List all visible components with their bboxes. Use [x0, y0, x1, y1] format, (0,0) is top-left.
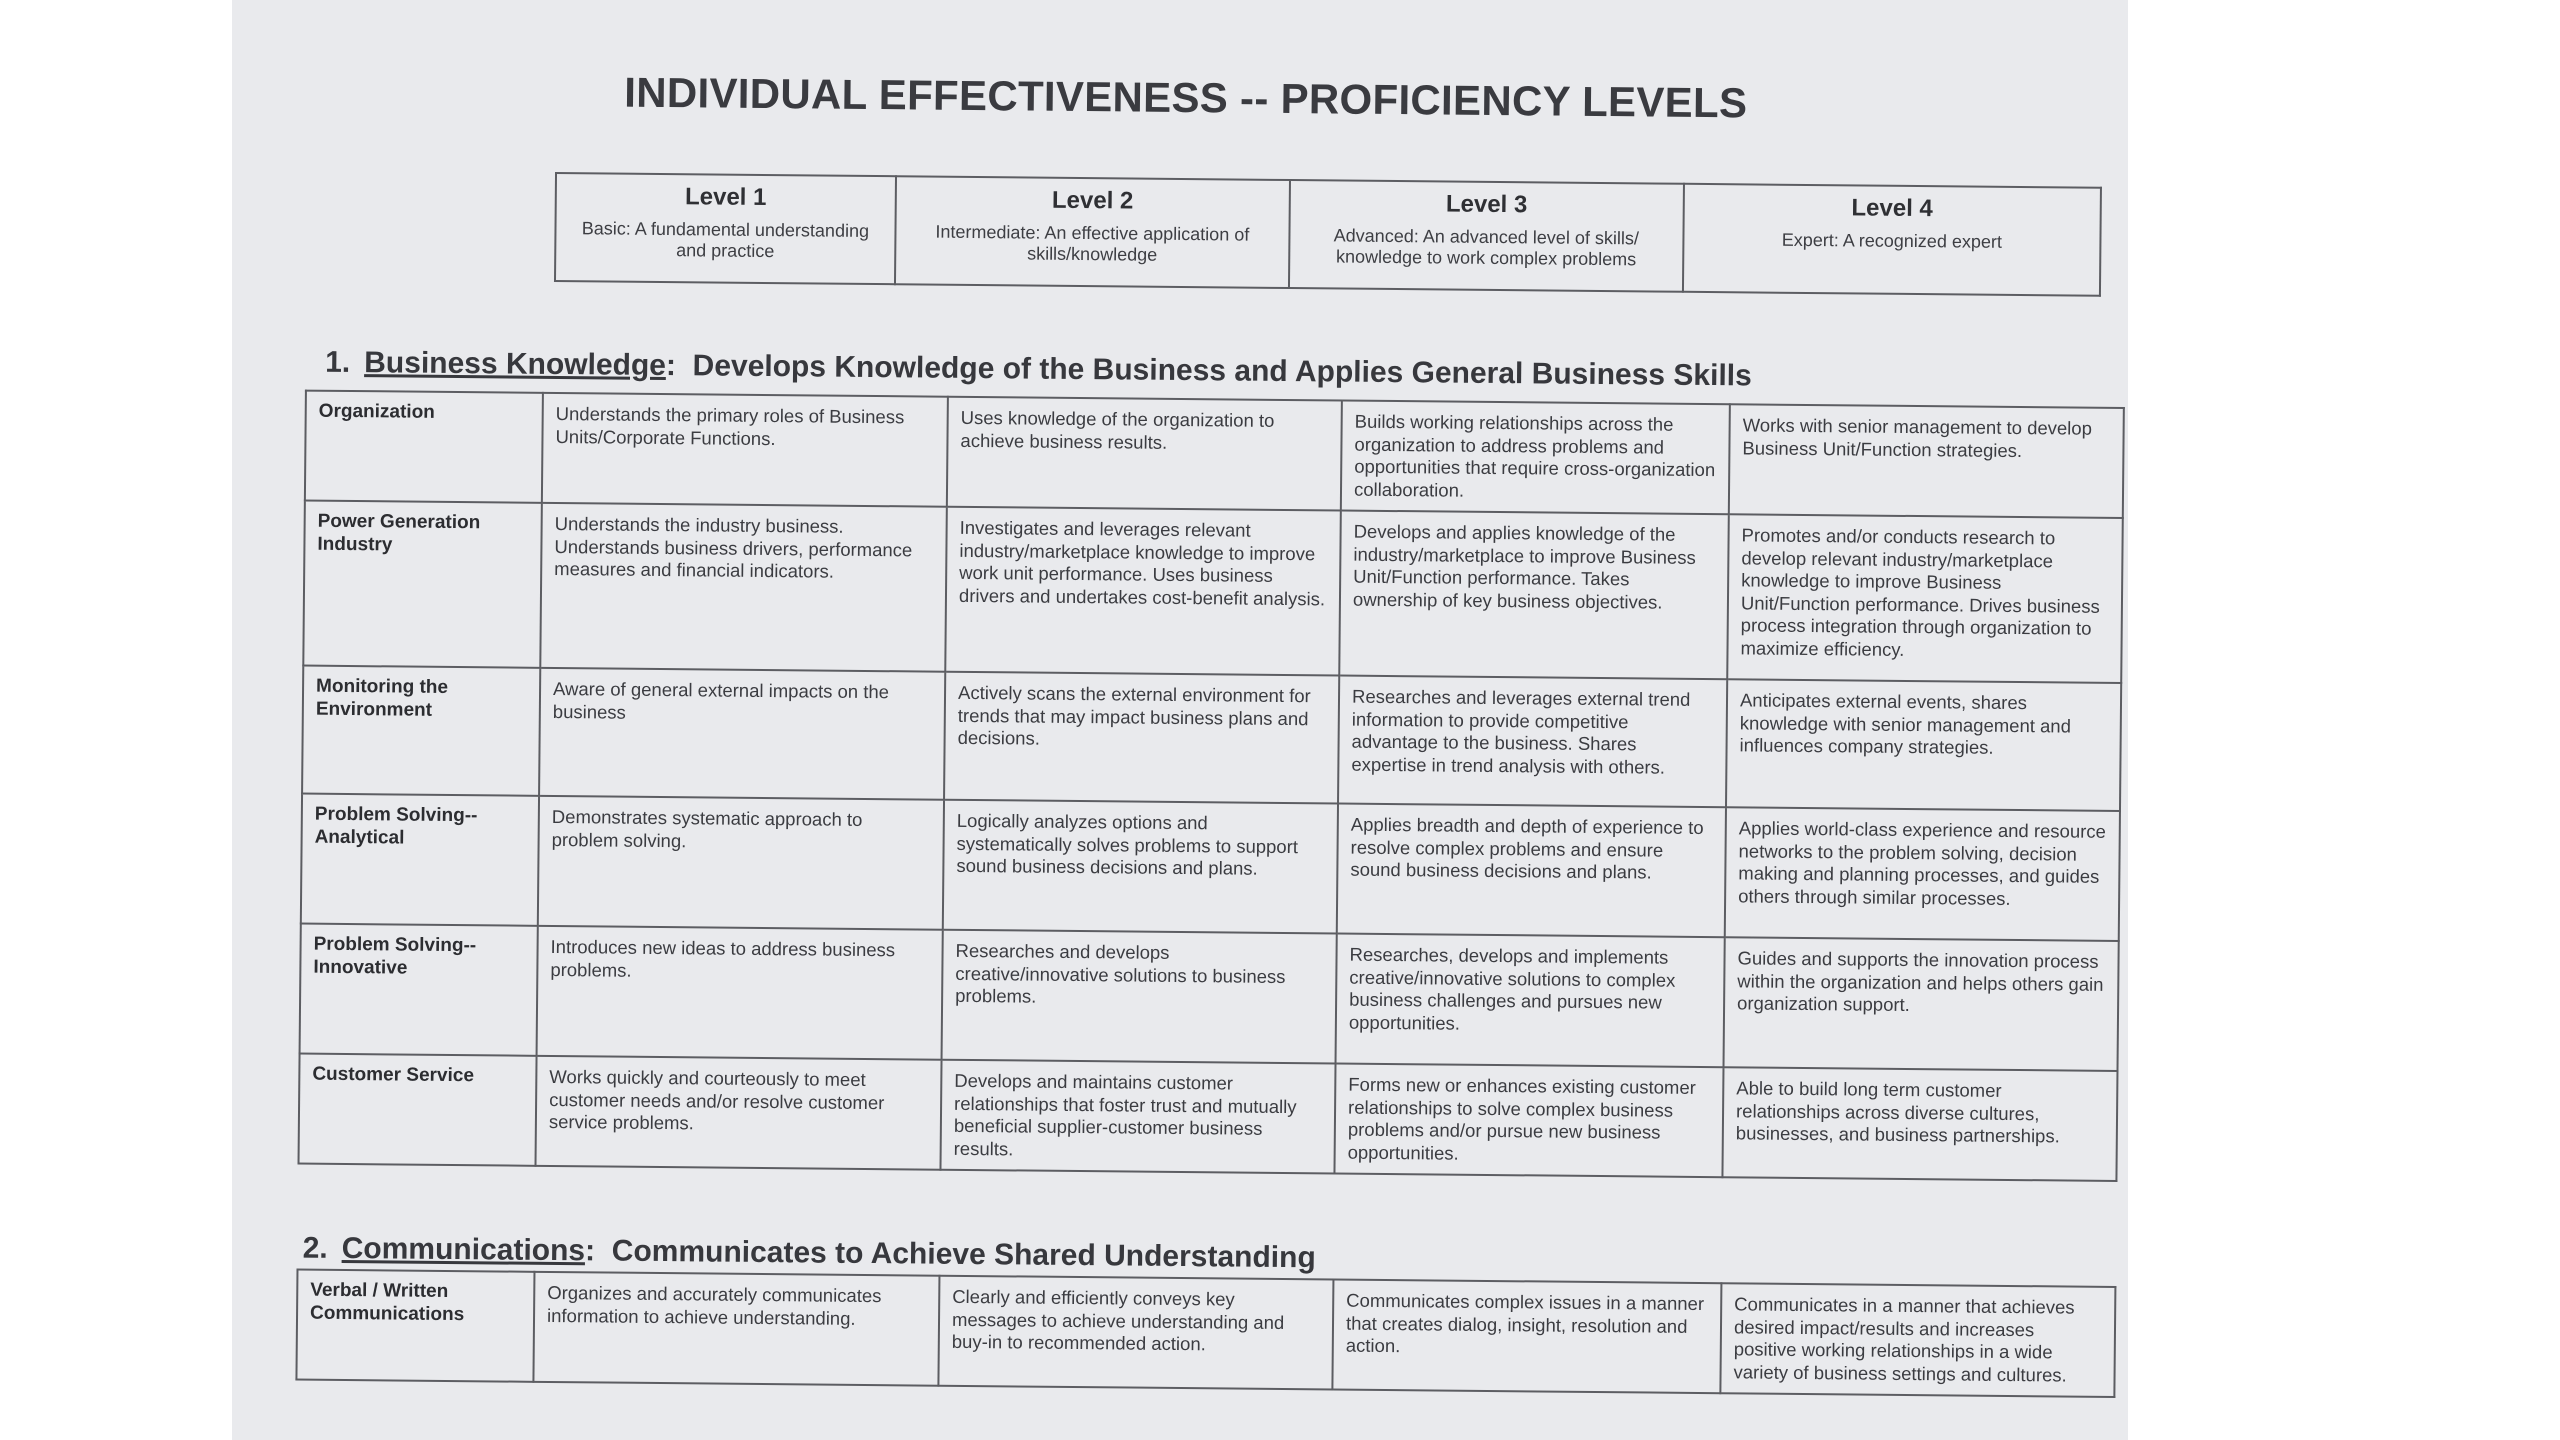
level-1-name: Level 1 [684, 183, 767, 211]
level-3-text: Builds working relationships across the organization to address problems and opportunities that require cross-organization collaboration. [1341, 401, 1730, 515]
proficiency-levels-table [554, 172, 2102, 297]
level-2-cell [895, 176, 1290, 288]
document-sheet [232, 0, 2128, 1440]
section-2-name: Communications [341, 1231, 586, 1268]
level-3-text: Develops and applies knowledge of the industry/marketplace to improve Business Unit/Function performance. Takes ownership of key business objectives. [1339, 511, 1729, 680]
competency-verbal-written-communications: Verbal / Written Communications [296, 1270, 534, 1382]
level-1-description: Basic: A fundamental understanding and practice [581, 218, 870, 262]
level-2-text: Clearly and efficiently conveys key messages to achieve understanding and buy-in to recommended action. [938, 1276, 1333, 1390]
competency-organization: Organization [305, 391, 543, 503]
level-1-text: Introduces new ideas to address business problems. [537, 926, 943, 1060]
table-row [303, 501, 2123, 683]
level-2-text: Uses knowledge of the organization to achieve business results. [947, 397, 1342, 511]
section-1-tagline: Develops Knowledge of the Business and Applies General Business Skills [692, 349, 1752, 393]
table-row [302, 666, 2121, 811]
level-3-text: Communicates complex issues in a manner that creates dialog, insight, resolution and action. [1332, 1279, 1721, 1393]
section-1-separator: : [665, 349, 693, 383]
level-3-text: Researches and leverages external trend information to provide competitive advantage to the business. Shares expertise in trend analysis with others. [1338, 676, 1727, 808]
level-3-text: Applies breadth and depth of experience to resolve complex problems and ensure sound business decisions and plans. [1337, 804, 1726, 938]
level-4-text: Applies world-class experience and resource networks to the problem solving, decision making and planning processes, and guides others through similar processes. [1725, 807, 2120, 941]
table-row [296, 1270, 2115, 1397]
competency-monitoring-environment: Monitoring the Environment [302, 666, 540, 796]
section-1-heading [325, 346, 1752, 394]
level-2-text: Researches and develops creative/innovative solutions to business problems. [942, 930, 1337, 1064]
level-3-text: Forms new or enhances existing customer relationships to solve complex business problems and/or pursue new business opportunities. [1334, 1063, 1723, 1177]
level-1-text: Demonstrates systematic approach to problem solving. [538, 796, 944, 930]
competency-problem-solving-analytical: Problem Solving--Analytical [301, 794, 539, 926]
table-row [301, 794, 2120, 941]
table-row [300, 924, 2119, 1071]
level-2-text: Develops and maintains customer relationships that foster trust and mutually beneficial supplier-customer business results. [940, 1060, 1335, 1174]
business-knowledge-table [298, 390, 2125, 1182]
level-3-name: Level 3 [1445, 190, 1528, 219]
level-3-cell [1289, 180, 1684, 292]
section-1-number: 1. [325, 345, 351, 379]
level-4-text: Communicates in a manner that achieves desired impact/results and increases positive working relationships in a wide variety of business settings and cultures. [1720, 1283, 2115, 1397]
level-3-text: Researches, develops and implements creative/innovative solutions to complex business challenges and pursues new opportunities. [1336, 933, 1725, 1067]
level-1-cell [555, 173, 896, 284]
section-2-number: 2. [302, 1231, 328, 1265]
level-4-description: Expert: A recognized expert [1781, 229, 2003, 252]
table-row [299, 1054, 2118, 1181]
document-title: INDIVIDUAL EFFECTIVENESS -- PROFICIENCY LEVELS [624, 68, 1748, 127]
level-4-text: Works with senior management to develop Business Unit/Function strategies. [1729, 404, 2124, 518]
level-1-text: Understands the industry business. Understands business drivers, performance measures and financial indicators. [540, 503, 947, 672]
level-2-text: Logically analyzes options and systematically solves problems to support sound business decisions and plans. [943, 800, 1338, 934]
level-4-text: Able to build long term customer relationships across diverse cultures, businesses, and business partnerships. [1722, 1067, 2117, 1181]
levels-row [555, 173, 2101, 296]
level-1-text: Understands the primary roles of Business Units/Corporate Functions. [542, 393, 948, 507]
level-1-text: Aware of general external impacts on the business [539, 668, 945, 800]
scanned-page [232, 0, 2128, 1440]
competency-problem-solving-innovative: Problem Solving--Innovative [300, 924, 538, 1056]
section-1-name: Business Knowledge [364, 346, 667, 383]
level-3-description: Advanced: An advanced level of skills/ knowledge to work complex problems [1333, 225, 1639, 270]
competency-customer-service: Customer Service [299, 1054, 537, 1166]
section-2-tagline: Communicates to Achieve Shared Understanding [611, 1234, 1316, 1275]
level-4-text: Anticipates external events, shares knowledge with senior management and influences company strategies. [1726, 679, 2121, 811]
section-2-separator: : [584, 1234, 612, 1268]
table-row [305, 391, 2124, 518]
level-2-description: Intermediate: An effective application of skills/knowledge [935, 221, 1250, 265]
level-4-text: Promotes and/or conducts research to develop relevant industry/marketplace knowledge to improve Business Unit/Function performance. Drives business process integration through organization to maximize efficiency. [1727, 514, 2123, 683]
level-2-text: Actively scans the external environment for trends that may impact business plans and decisions. [944, 672, 1339, 804]
level-1-text: Works quickly and courteously to meet customer needs and/or resolve customer service problems. [535, 1056, 941, 1170]
section-2-heading [303, 1232, 1316, 1276]
level-4-name: Level 4 [1851, 194, 1933, 223]
level-1-text: Organizes and accurately communicates information to achieve understanding. [533, 1272, 939, 1386]
level-4-text: Guides and supports the innovation process within the organization and helps others gain organization support. [1724, 937, 2119, 1071]
level-2-text: Investigates and leverages relevant industry/marketplace knowledge to improve work unit performance. Uses business drivers and undertakes cost-benefit analysis. [945, 507, 1341, 676]
competency-power-generation-industry: Power Generation Industry [303, 501, 542, 668]
level-4-cell [1683, 184, 2101, 296]
level-2-name: Level 2 [1051, 186, 1134, 215]
communications-table [295, 1269, 2116, 1398]
